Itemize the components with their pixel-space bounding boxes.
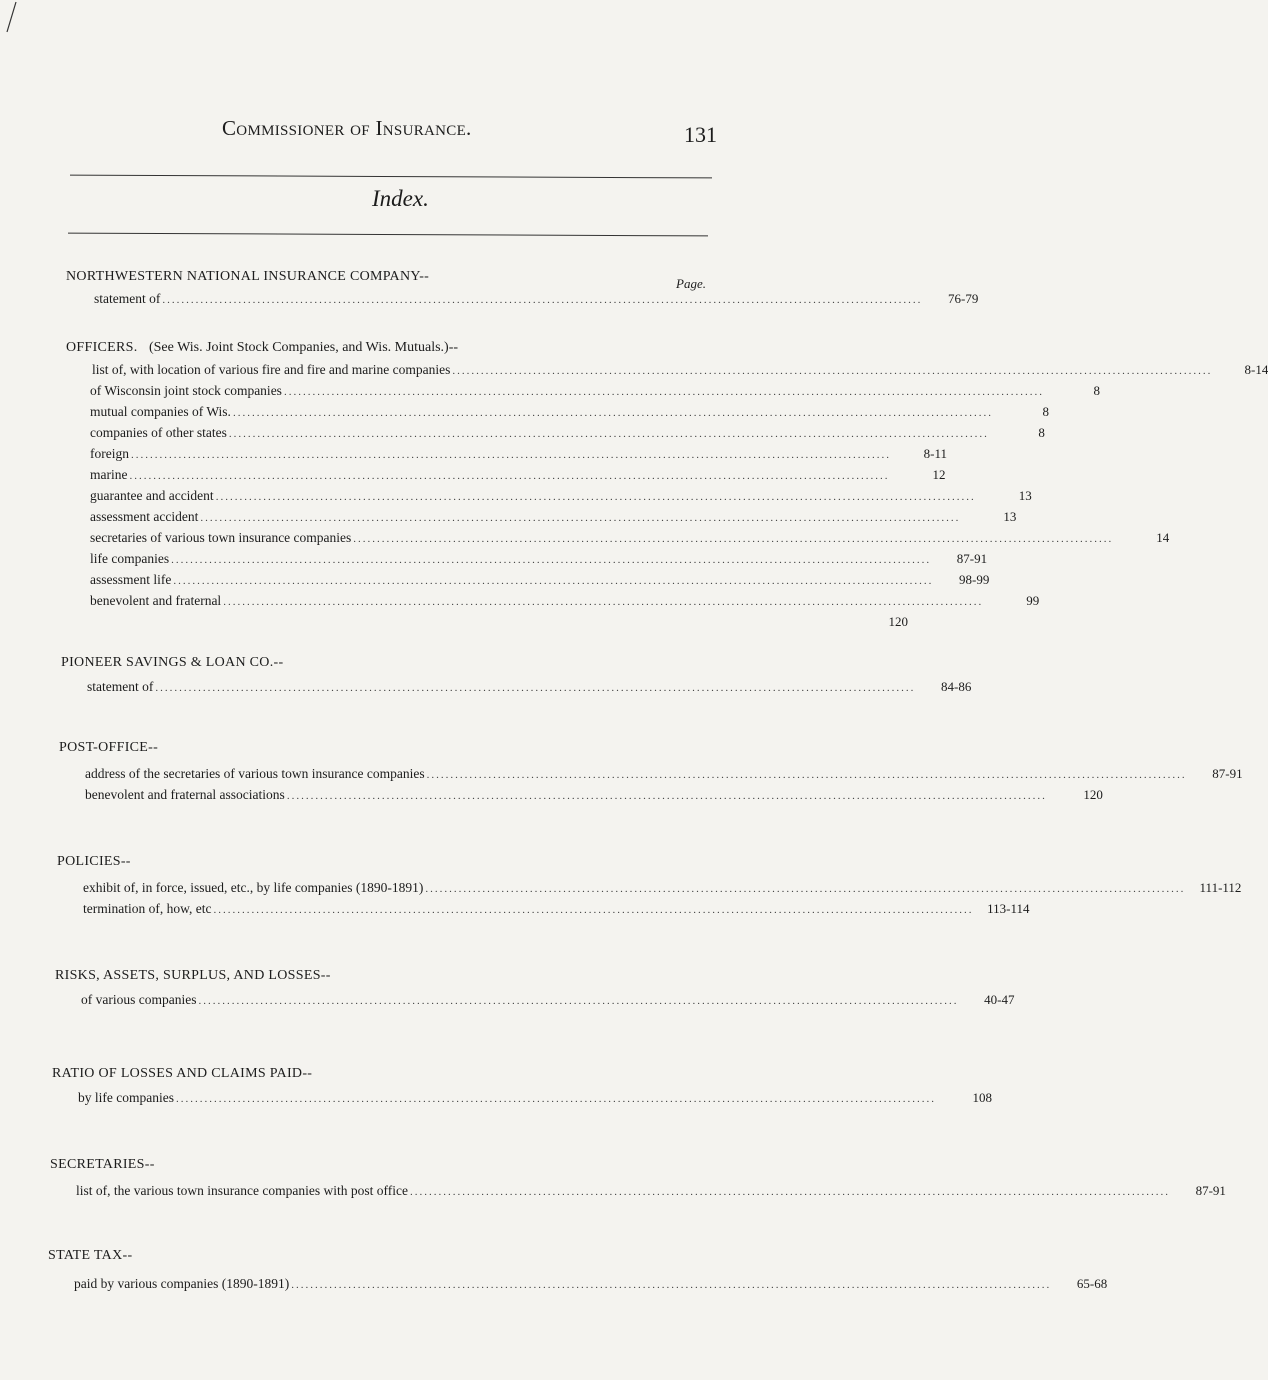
section-heading: STATE TAX-- <box>48 1248 133 1263</box>
leader-dots: ................................................................................................................................................................ <box>283 386 1044 398</box>
leader-dots: ................................................................................................................................................................ <box>130 449 891 461</box>
entry-pages: 13 <box>1018 488 1032 503</box>
entry-label: guarantee and accident <box>90 488 214 503</box>
entry-pages: 8 <box>1093 383 1100 398</box>
index-entry <box>66 359 1268 380</box>
section-heading-title: OFFICERS. <box>66 340 138 355</box>
leader-dots: ................................................................................................................................................................ <box>286 790 1047 802</box>
section-heading: RATIO OF LOSSES AND CLAIMS PAID-- <box>52 1066 313 1081</box>
leader-dots: ................................................................................................................................................................ <box>200 512 961 524</box>
index-entry <box>66 590 1040 611</box>
leader-dots: ................................................................................................................................................................ <box>232 407 993 419</box>
entry-label: mutual companies of Wis. <box>90 404 231 419</box>
index-entry <box>66 611 908 632</box>
entry-pages: 13 <box>1003 509 1017 524</box>
index-section <box>66 267 979 309</box>
index-entry <box>66 548 988 569</box>
entry-label: life companies <box>90 551 170 566</box>
entry-label: foreign <box>90 446 129 461</box>
leader-dots: ................................................................................................................................................................ <box>452 365 1213 377</box>
entry-pages: 111-112 <box>1199 880 1242 895</box>
leader-dots: ................................................................................................................................................................ <box>409 1186 1170 1198</box>
entry-pages: 108 <box>972 1090 992 1105</box>
section-heading: RISKS, ASSETS, SURPLUS, AND LOSSES-- <box>55 968 331 983</box>
index-entry <box>66 422 1045 443</box>
index-entry <box>66 464 946 485</box>
section-heading: POST-OFFICE-- <box>59 740 159 755</box>
index-section <box>66 338 1268 632</box>
entry-label: marine <box>90 467 128 482</box>
section-heading: NORTHWESTERN NATIONAL INSURANCE COMPANY-- <box>66 269 430 284</box>
index-section <box>61 653 972 697</box>
entry-label: benevolent and fraternal associations <box>85 787 285 802</box>
entry-pages: 8-11 <box>923 446 947 461</box>
entry-label: termination of, how, etc <box>83 901 212 916</box>
leader-dots: ................................................................................................................................................................ <box>426 769 1187 781</box>
entry-label: exhibit of, in force, issued, etc., by life companies (1890-1891) <box>83 880 424 895</box>
index-section <box>59 738 1243 805</box>
entry-label: by life companies <box>78 1090 174 1105</box>
leader-dots: ................................................................................................................................................................ <box>215 491 976 503</box>
leader-dots: ................................................................................................................................................................ <box>291 1279 1052 1291</box>
top-rule <box>70 175 712 179</box>
index-entry <box>66 380 1100 401</box>
entry-pages: 98-99 <box>959 572 990 587</box>
index-section <box>50 1155 1226 1201</box>
index-entry <box>52 1087 992 1108</box>
section-heading: POLICIES-- <box>57 854 131 869</box>
entry-pages: 12 <box>932 467 946 482</box>
leader-dots: ................................................................................................................................................................ <box>162 294 923 306</box>
entry-label: companies of other states <box>90 425 227 440</box>
index-entry <box>66 485 1032 506</box>
index-entry <box>48 1273 1108 1294</box>
index-entry <box>59 763 1243 784</box>
entry-label: statement of <box>94 291 161 306</box>
index-entry <box>57 877 1242 898</box>
index-entry <box>55 989 1015 1010</box>
index-section <box>55 966 1015 1010</box>
index-entry <box>66 506 1017 527</box>
entry-label: list of, with location of various fire and fire and marine companies <box>92 362 451 377</box>
leader-dots: ................................................................................................................................................................ <box>129 470 890 482</box>
index-entry <box>66 527 1170 548</box>
entry-pages: 65-68 <box>1076 1276 1108 1291</box>
leader-dots: ................................................................................................................................................................ <box>171 554 932 566</box>
leader-dots: ................................................................................................................................................................ <box>228 428 989 440</box>
running-head: Commissioner of Insurance. <box>222 116 472 140</box>
entry-pages: 87-91 <box>1195 1183 1226 1198</box>
entry-label: paid by various companies (1890-1891) <box>74 1276 290 1291</box>
leader-dots: ................................................................................................................................................................ <box>175 1093 936 1105</box>
leader-dots: ................................................................................................................................................................ <box>198 995 959 1007</box>
leader-dots: ................................................................................................................................................................ <box>155 682 916 694</box>
leader-dots: ................................................................................................................................................................ <box>223 596 984 608</box>
index-entry <box>57 898 1030 919</box>
index-entry <box>66 401 1049 422</box>
index-entry <box>61 676 972 697</box>
index-entry <box>66 288 979 309</box>
section-heading-note: (See Wis. Joint Stock Companies, and Wis. Mutuals.)-- <box>148 340 459 355</box>
entry-pages: 14 <box>1156 530 1170 545</box>
entry-pages: 87-91 <box>956 551 988 566</box>
entry-label: list of, the various town insurance companies with post office <box>76 1183 408 1198</box>
page-number: 131 <box>684 122 717 147</box>
entry-label: assessment life <box>90 572 172 587</box>
entry-label: address of the secretaries of various town insurance companies <box>85 766 425 781</box>
entry-label: benevolent and fraternal <box>90 593 222 608</box>
index-entry <box>59 784 1103 805</box>
entry-pages: 40-47 <box>984 992 1015 1007</box>
section-heading: SECRETARIES-- <box>50 1157 155 1172</box>
index-entry <box>66 569 990 590</box>
entry-pages: 99 <box>1026 593 1040 608</box>
entry-pages: 8-14 <box>1244 362 1268 377</box>
entry-pages: 76-79 <box>948 291 979 306</box>
entry-pages: 84-86 <box>941 679 972 694</box>
index-section <box>57 852 1242 919</box>
leader-dots: ................................................................................................................................................................ <box>425 883 1186 895</box>
section-heading <box>66 338 714 359</box>
entry-label: statement of <box>87 679 154 694</box>
entry-label: of Wisconsin joint stock companies <box>90 383 282 398</box>
bottom-rule <box>68 233 708 237</box>
index-entry <box>50 1180 1226 1201</box>
entry-pages: 87-91 <box>1212 766 1243 781</box>
pen-mark <box>2 0 22 40</box>
entry-label: assessment accident <box>90 509 199 524</box>
entry-label: secretaries of various town insurance companies <box>90 530 352 545</box>
index-title: Index. <box>372 186 429 211</box>
page-column-label: Page. <box>676 276 706 291</box>
entry-pages: 8 <box>1042 404 1049 419</box>
entry-pages: 120 <box>888 614 908 629</box>
entry-pages: 8 <box>1038 425 1045 440</box>
entry-label: of various companies <box>81 992 197 1007</box>
leader-dots: ................................................................................................................................................................ <box>213 904 974 916</box>
leader-dots: ................................................................................................................................................................ <box>173 575 934 587</box>
leader-dots: ................................................................................................................................................................ <box>353 533 1114 545</box>
entry-pages: 113-114 <box>987 901 1030 916</box>
index-entry <box>66 443 947 464</box>
section-heading: PIONEER SAVINGS & LOAN CO.-- <box>61 655 284 670</box>
index-section <box>48 1246 1108 1294</box>
entry-pages: 120 <box>1083 787 1103 802</box>
index-section <box>52 1064 992 1108</box>
